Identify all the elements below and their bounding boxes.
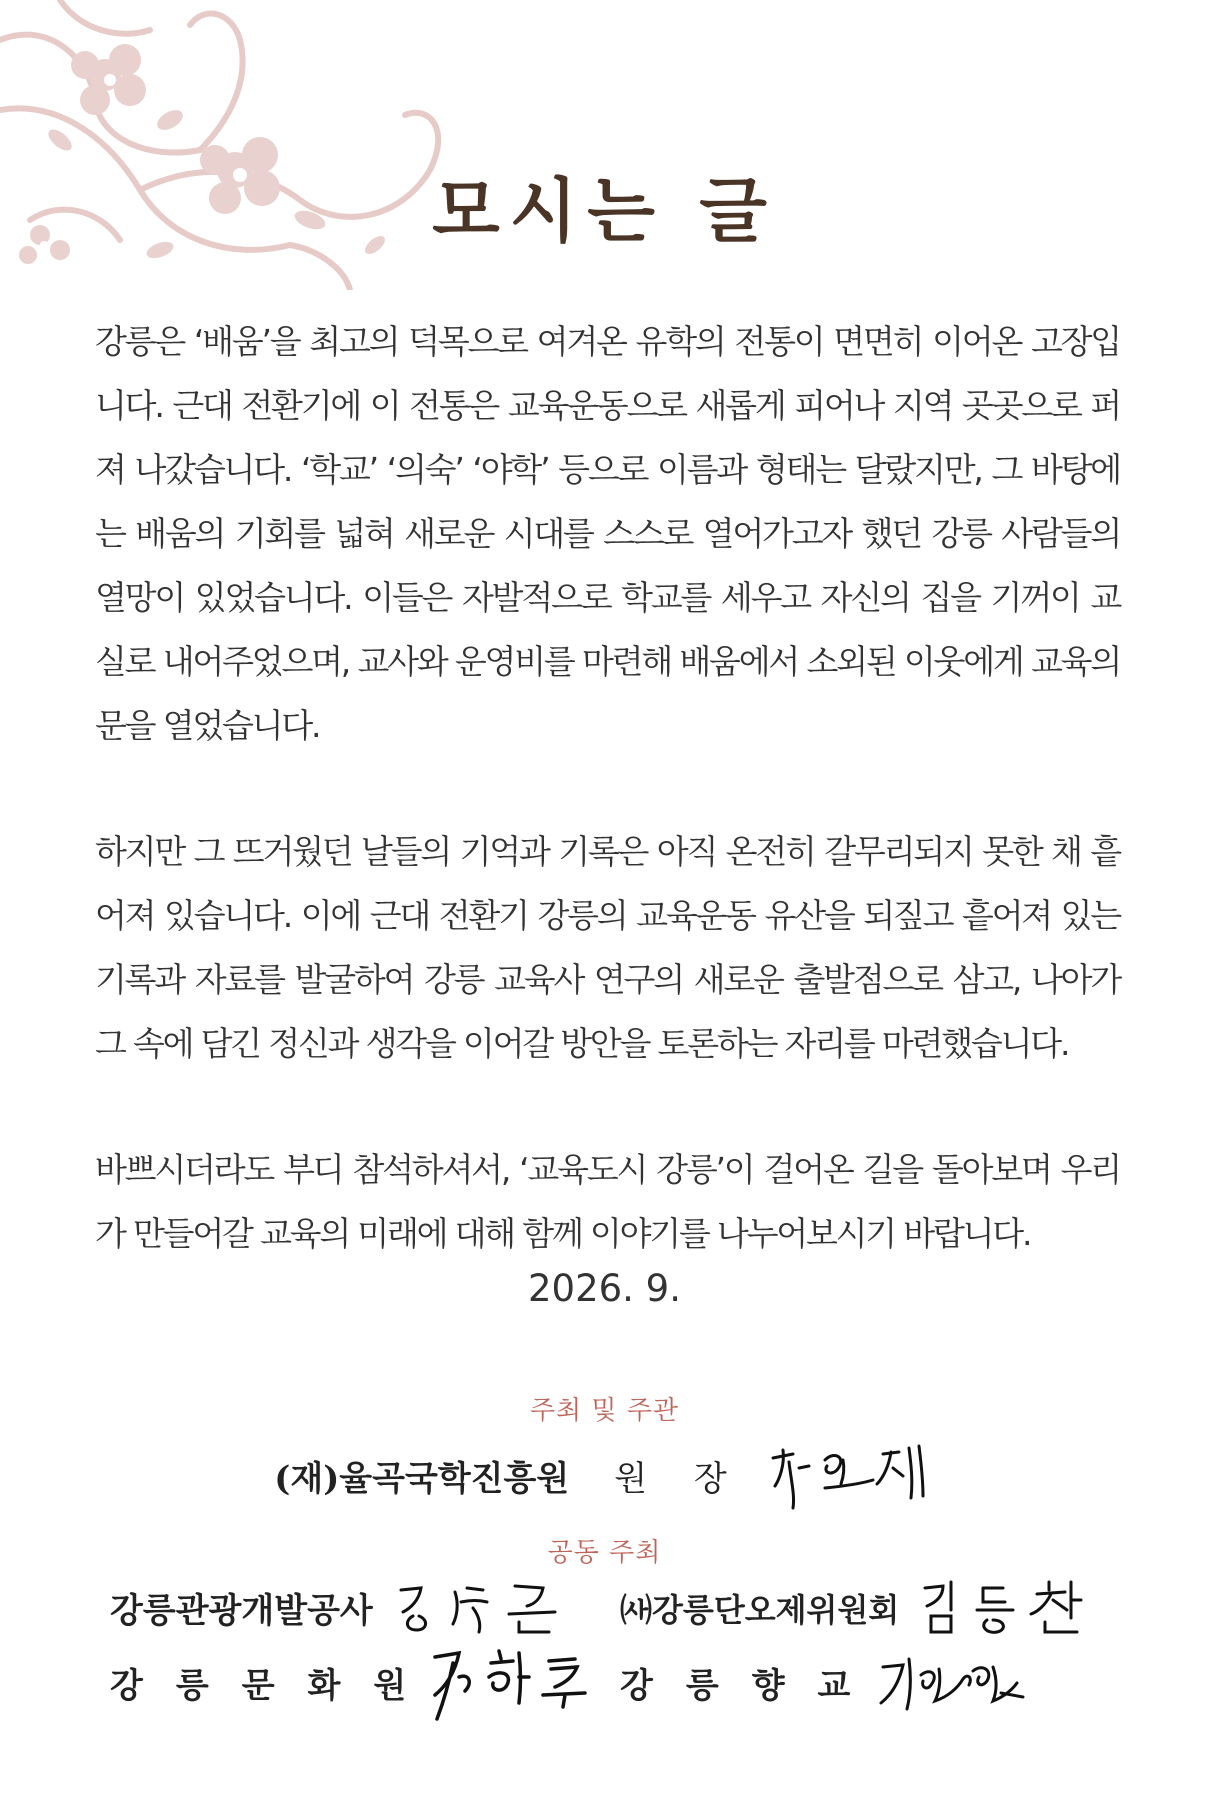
paragraph-2: 하지만 그 뜨거웠던 날들의 기억과 기록은 아직 온전히 갈무리되지 못한 채 흩어져 있습니다. 이에 근대 전환기 강릉의 교육운동 유산을 되짚고 흩어져 있는 기록과 자료를 발굴하여 강릉 교육사 연구의 새로운 출발점으로 삼고, 나아가 그 속에 담긴 정신과 생각을 이어갈 방안을 토론하는 자리를 마련했습니다. [95,832,1120,1063]
cohost-label: 공동 주최 [547,1538,662,1568]
signature-host-icon [765,1440,935,1510]
cohost-org-name: ㈔강릉단오제위원회 [620,1590,900,1629]
host-position: 원 장 [614,1458,745,1499]
signature-icon [877,1653,1027,1713]
cohost-item [110,1578,620,1638]
cohost-item [620,1653,1130,1713]
cohost-org-name: 강릉문화원 [110,1666,440,1706]
cohost-list [110,1570,1130,1720]
cohost-item [620,1578,1130,1638]
signature-icon [429,1643,599,1723]
page-title: 모시는 글 [432,170,777,252]
paragraph-1: 강릉은 ‘배움’을 최고의 덕목으로 여겨온 유학의 전통이 면면히 이어온 고장입니다. 근대 전환기에 이 전통은 교육운동으로 새롭게 피어나 지역 곳곳으로 퍼져 나갔습니다. ‘학교’ ‘의숙’ ‘야학’ 등으로 이름과 형태는 달랐지만, 그 바탕에는 배움의 기회를 넓혀 새로운 시대를 스스로 열어가고자 했던 강릉 사람들의 열망이 있었습니다. 이들은 자발적으로 학교를 세우고 자신의 집을 기꺼이 교실로 내어주었으며, 교사와 운영비를 마련해 배움에서 소외된 이웃에게 교육의 문을 열었습니다. [95,322,1120,745]
signature-icon [395,1578,565,1638]
host-row [0,1440,1209,1510]
signature-icon [921,1578,1091,1638]
invitation-body [95,310,1120,1328]
host-org: (재)율곡국학진흥원 [274,1458,570,1499]
date: 2026. 9. [528,1267,681,1310]
cohost-item [110,1643,620,1723]
cohost-row-2 [110,1645,1130,1720]
host-label: 주최 및 주관 [529,1396,680,1426]
paragraph-3: 바쁘시더라도 부디 참석하셔서, ‘교육도시 강릉’이 걸어온 길을 돌아보며 우리가 만들어갈 교육의 미래에 대해 함께 이야기를 나누어보시기 바랍니다. [95,1150,1120,1253]
cohost-org-name: 강릉관광개발공사 [110,1591,373,1631]
cohost-org-name: 강릉향교 [620,1666,884,1706]
cohost-row-1 [110,1570,1130,1645]
